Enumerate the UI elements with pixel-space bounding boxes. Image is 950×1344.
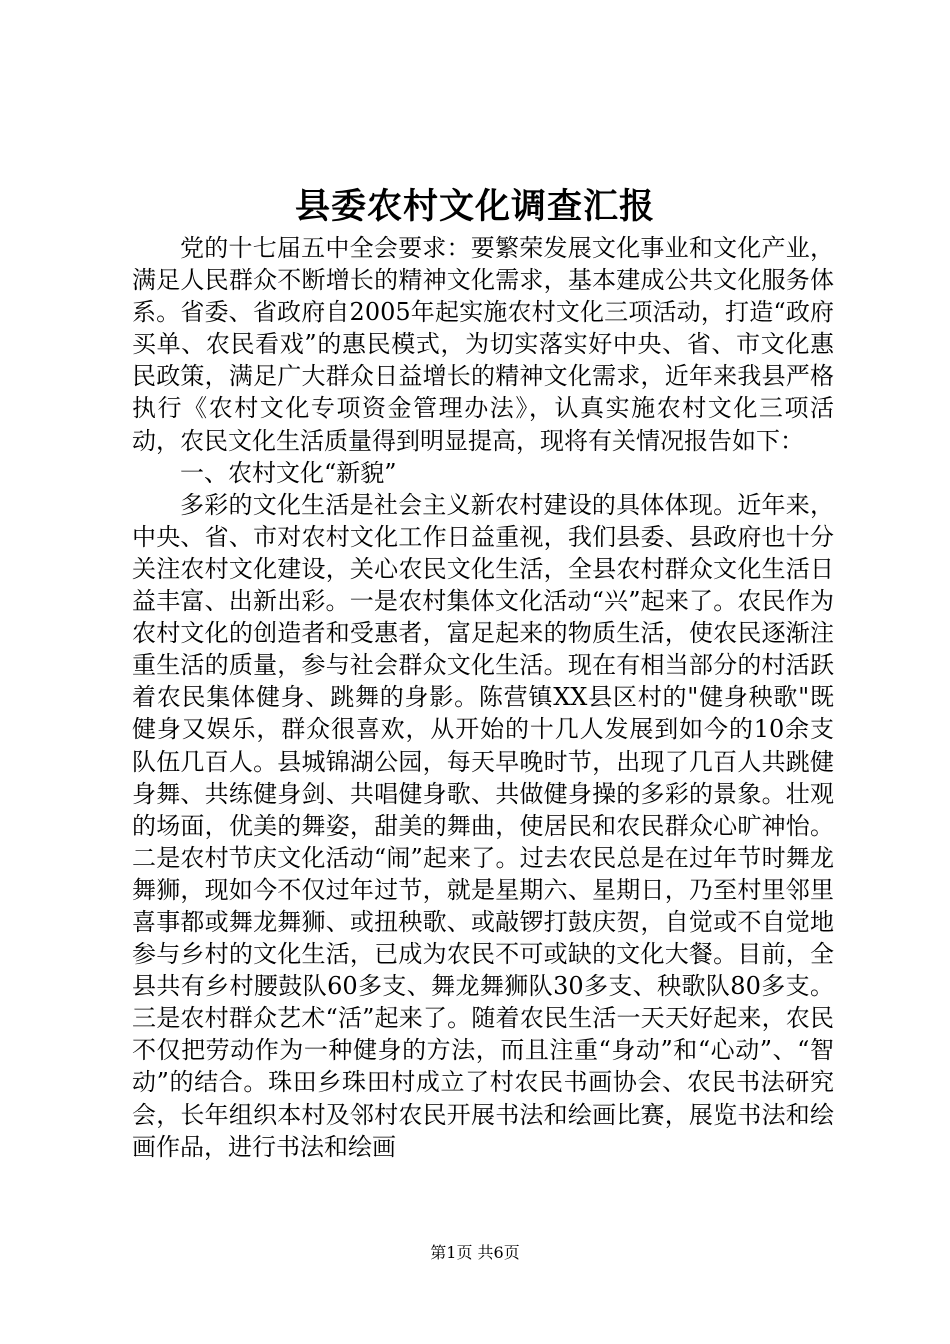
intro-paragraph: 党的十七届五中全会要求：要繁荣发展文化事业和文化产业，满足人民群众不断增长的精神文化需求，基本建成公共文化服务体系。省委、省政府自2005年起实施农村文化三项活动，打造“政府买单、农民看戏”的惠民模式，为切实落实好中央、省、市文化惠民政策，满足广大群众日益增长的精神文化需求，近年来我县严格执行《农村文化专项资金管理办法》，认真实施农村文化三项活动，农民文化生活质量得到明显提高，现将有关情况报告如下：: [132, 234, 834, 455]
section-paragraph: 多彩的文化生活是社会主义新农村建设的具体体现。近年来，中央、省、市对农村文化工作日益重视，我们县委、县政府也十分关注农村文化建设，关心农民文化生活，全县农村群众文化生活日益丰富、出新出彩。一是农村集体文化活动“兴”起来了。农民作为农村文化的创造者和受惠者，富足起来的物质生活，使农民逐渐注重生活的质量，参与社会群众文化生活。现在有相当部分的村活跃着农民集体健身、跳舞的身影。陈营镇XX县区村的"健身秧歌"既健身又娱乐，群众很喜欢，从开始的十几人发展到如今的10余支队伍几百人。县城锦湖公园，每天早晚时节，出现了几百人共跳健身舞、共练健身剑、共唱健身歌、共做健身操的多彩的景象。壮观的场面，优美的舞姿，甜美的舞曲，使居民和农民群众心旷神怡。二是农村节庆文化活动“闹”起来了。过去农民总是在过年节时舞龙舞狮，现如今不仅过年过节，就是星期六、星期日，乃至村里邻里喜事都或舞龙舞狮、或扭秧歌、或敲锣打鼓庆贺，自觉或不自觉地参与乡村的文化生活，已成为农民不可或缺的文化大餐。目前，全县共有乡村腰鼓队60多支、舞龙舞狮队30多支、秧歌队80多支。三是农村群众艺术“活”起来了。随着农民生活一天天好起来，农民不仅把劳动作为一种健身的方法，而且注重“身动”和“心动”、“智动”的结合。珠田乡珠田村成立了村农民书画协会、农民书法研究会，长年组织本村及邻村农民开展书法和绘画比赛，展览书法和绘画作品，进行书法和绘画: [132, 490, 834, 1161]
section-heading: 一、农村文化“新貌”: [180, 458, 397, 487]
page-number: 第1页 共6页: [430, 1243, 520, 1262]
document-title: 县委农村文化调查汇报: [294, 186, 655, 227]
document-body: [132, 232, 834, 1163]
